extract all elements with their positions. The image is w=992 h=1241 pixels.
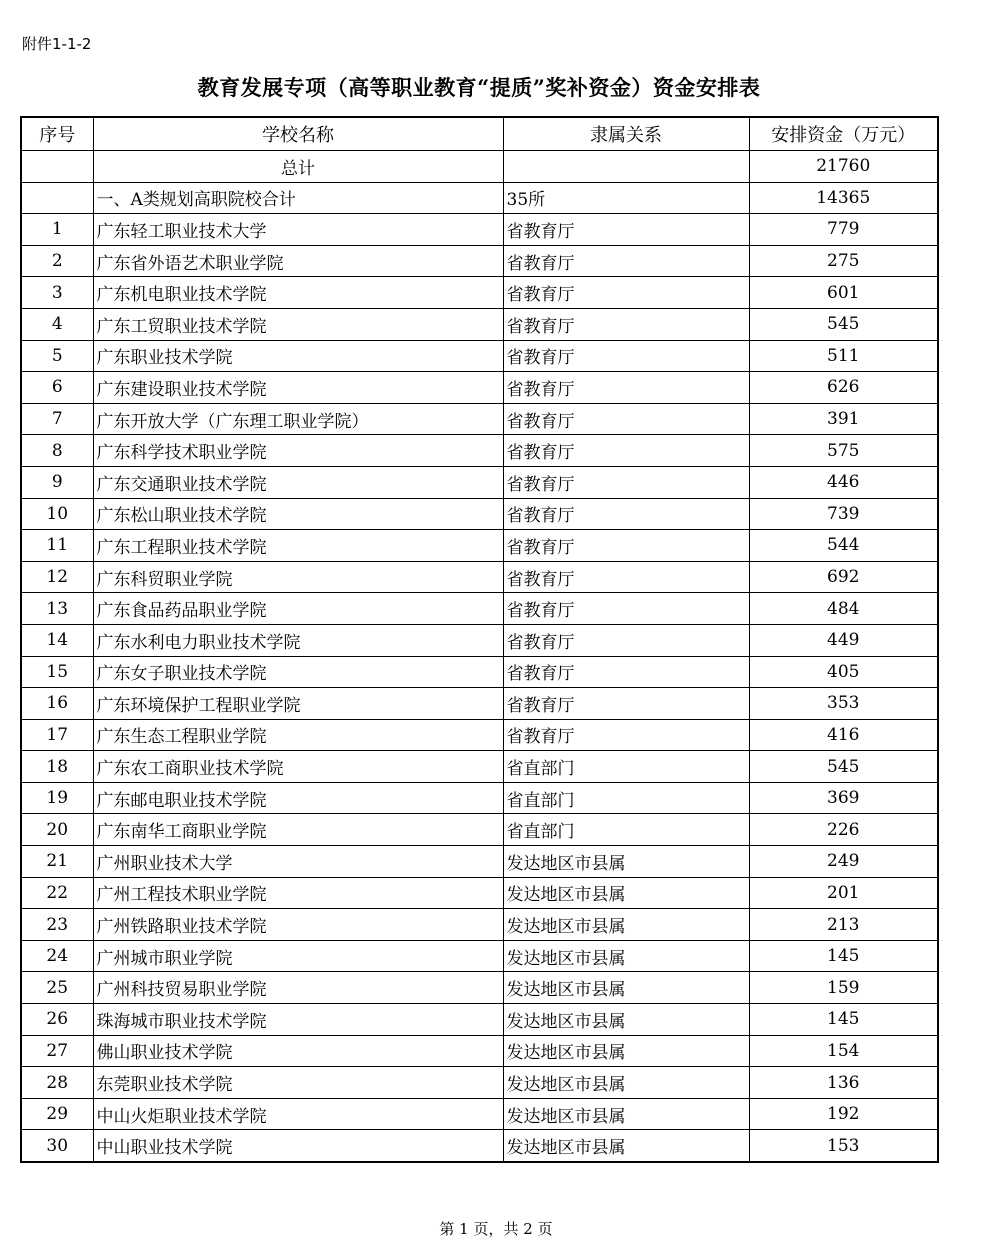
row-affiliation: 发达地区市县属 — [503, 909, 749, 941]
row-seq: 10 — [21, 498, 93, 530]
table-row — [21, 1130, 938, 1162]
row-amount: 369 — [749, 782, 938, 814]
row-school-name: 广东环境保护工程职业学院 — [93, 688, 503, 720]
row-school-name: 中山火炬职业技术学院 — [93, 1098, 503, 1130]
row-seq: 27 — [21, 1035, 93, 1067]
row-affiliation: 省直部门 — [503, 814, 749, 846]
row-seq: 16 — [21, 688, 93, 720]
row-amount: 779 — [749, 214, 938, 246]
row-amount: 226 — [749, 814, 938, 846]
row-affiliation: 发达地区市县属 — [503, 1067, 749, 1099]
table-row — [21, 245, 938, 277]
row-seq: 5 — [21, 340, 93, 372]
row-seq: 20 — [21, 814, 93, 846]
table-row — [21, 1035, 938, 1067]
row-amount: 201 — [749, 877, 938, 909]
row-affiliation: 省教育厅 — [503, 561, 749, 593]
row-seq: 8 — [21, 435, 93, 467]
row-affiliation: 省教育厅 — [503, 308, 749, 340]
row-amount: 739 — [749, 498, 938, 530]
row-affiliation: 省教育厅 — [503, 498, 749, 530]
row-amount: 153 — [749, 1130, 938, 1162]
row-amount: 601 — [749, 277, 938, 309]
row-amount: 544 — [749, 530, 938, 562]
row-seq: 4 — [21, 308, 93, 340]
row-seq: 29 — [21, 1098, 93, 1130]
table-row — [21, 466, 938, 498]
row-school-name: 广东科贸职业学院 — [93, 561, 503, 593]
row-affiliation: 发达地区市县属 — [503, 940, 749, 972]
total-amount: 21760 — [749, 151, 938, 183]
table-row — [21, 403, 938, 435]
row-affiliation: 省教育厅 — [503, 688, 749, 720]
table-row — [21, 940, 938, 972]
table-row — [21, 751, 938, 783]
header-seq: 序号 — [21, 117, 93, 151]
row-amount: 154 — [749, 1035, 938, 1067]
table-row — [21, 561, 938, 593]
row-seq: 23 — [21, 909, 93, 941]
header-row — [21, 117, 938, 151]
row-seq: 6 — [21, 372, 93, 404]
table-row — [21, 214, 938, 246]
table-row — [21, 972, 938, 1004]
row-school-name: 广东轻工职业技术大学 — [93, 214, 503, 246]
row-school-name: 广州工程技术职业学院 — [93, 877, 503, 909]
page-title: 教育发展专项（高等职业教育“提质”奖补资金）资金安排表 — [197, 75, 761, 100]
row-seq: 7 — [21, 403, 93, 435]
table-row — [21, 530, 938, 562]
row-school-name: 广东交通职业技术学院 — [93, 466, 503, 498]
row-seq: 26 — [21, 1004, 93, 1036]
row-seq: 15 — [21, 656, 93, 688]
row-affiliation: 发达地区市县属 — [503, 1035, 749, 1067]
page-footer: 第 1 页，共 2 页 — [439, 1220, 553, 1238]
table-row — [21, 656, 938, 688]
row-school-name: 广东松山职业技术学院 — [93, 498, 503, 530]
row-amount: 136 — [749, 1067, 938, 1099]
table-row — [21, 814, 938, 846]
row-seq: 3 — [21, 277, 93, 309]
row-affiliation: 省教育厅 — [503, 214, 749, 246]
row-amount: 545 — [749, 751, 938, 783]
row-school-name: 广东建设职业技术学院 — [93, 372, 503, 404]
row-school-name: 广东科学技术职业学院 — [93, 435, 503, 467]
row-school-name: 广东工程职业技术学院 — [93, 530, 503, 562]
row-school-name: 广州城市职业学院 — [93, 940, 503, 972]
row-school-name: 广东生态工程职业学院 — [93, 719, 503, 751]
row-affiliation: 发达地区市县属 — [503, 846, 749, 878]
row-school-name: 广东省外语艺术职业学院 — [93, 245, 503, 277]
row-school-name: 广东水利电力职业技术学院 — [93, 624, 503, 656]
row-school-name: 广东农工商职业技术学院 — [93, 751, 503, 783]
row-affiliation: 发达地区市县属 — [503, 1130, 749, 1162]
total-label: 总计 — [93, 151, 503, 183]
table-row — [21, 909, 938, 941]
table-row — [21, 624, 938, 656]
row-affiliation: 省教育厅 — [503, 372, 749, 404]
table-row — [21, 498, 938, 530]
subtotal-row — [21, 182, 938, 214]
table-row — [21, 593, 938, 625]
row-amount: 353 — [749, 688, 938, 720]
row-affiliation: 发达地区市县属 — [503, 877, 749, 909]
table-row — [21, 719, 938, 751]
row-affiliation: 省教育厅 — [503, 435, 749, 467]
row-seq: 1 — [21, 214, 93, 246]
row-seq: 17 — [21, 719, 93, 751]
table-row — [21, 688, 938, 720]
table-row — [21, 340, 938, 372]
row-affiliation: 省直部门 — [503, 782, 749, 814]
row-affiliation: 发达地区市县属 — [503, 972, 749, 1004]
table-row — [21, 277, 938, 309]
row-seq: 11 — [21, 530, 93, 562]
row-amount: 145 — [749, 1004, 938, 1036]
row-seq: 18 — [21, 751, 93, 783]
row-seq: 14 — [21, 624, 93, 656]
row-amount: 391 — [749, 403, 938, 435]
table-row — [21, 1004, 938, 1036]
row-affiliation: 发达地区市县属 — [503, 1098, 749, 1130]
row-school-name: 广东机电职业技术学院 — [93, 277, 503, 309]
row-seq: 25 — [21, 972, 93, 1004]
row-amount: 692 — [749, 561, 938, 593]
row-seq: 19 — [21, 782, 93, 814]
row-affiliation: 省教育厅 — [503, 593, 749, 625]
row-school-name: 广东南华工商职业学院 — [93, 814, 503, 846]
row-amount: 192 — [749, 1098, 938, 1130]
row-amount: 145 — [749, 940, 938, 972]
row-amount: 159 — [749, 972, 938, 1004]
row-seq: 2 — [21, 245, 93, 277]
row-school-name: 广州职业技术大学 — [93, 846, 503, 878]
row-affiliation: 省教育厅 — [503, 719, 749, 751]
header-funds: 安排资金（万元） — [749, 117, 938, 151]
table-row — [21, 372, 938, 404]
row-affiliation: 省直部门 — [503, 751, 749, 783]
table-row — [21, 435, 938, 467]
row-affiliation: 省教育厅 — [503, 466, 749, 498]
row-seq: 28 — [21, 1067, 93, 1099]
row-amount: 484 — [749, 593, 938, 625]
header-school: 学校名称 — [93, 117, 503, 151]
row-affiliation: 发达地区市县属 — [503, 1004, 749, 1036]
row-school-name: 珠海城市职业技术学院 — [93, 1004, 503, 1036]
row-school-name: 佛山职业技术学院 — [93, 1035, 503, 1067]
table-row — [21, 877, 938, 909]
row-amount: 416 — [749, 719, 938, 751]
row-seq: 13 — [21, 593, 93, 625]
row-school-name: 广东食品药品职业学院 — [93, 593, 503, 625]
row-affiliation: 省教育厅 — [503, 340, 749, 372]
row-school-name: 广州铁路职业技术学院 — [93, 909, 503, 941]
row-affiliation: 省教育厅 — [503, 403, 749, 435]
row-school-name: 广州科技贸易职业学院 — [93, 972, 503, 1004]
total-row — [21, 151, 938, 183]
row-amount: 446 — [749, 466, 938, 498]
row-school-name: 广东开放大学（广东理工职业学院） — [93, 403, 503, 435]
row-affiliation: 省教育厅 — [503, 624, 749, 656]
row-affiliation: 省教育厅 — [503, 530, 749, 562]
table-row — [21, 1067, 938, 1099]
row-seq: 24 — [21, 940, 93, 972]
row-amount: 575 — [749, 435, 938, 467]
row-amount: 449 — [749, 624, 938, 656]
subtotal-amount: 14365 — [749, 182, 938, 214]
row-seq: 21 — [21, 846, 93, 878]
row-seq: 30 — [21, 1130, 93, 1162]
row-school-name: 中山职业技术学院 — [93, 1130, 503, 1162]
row-school-name: 广东工贸职业技术学院 — [93, 308, 503, 340]
row-seq: 22 — [21, 877, 93, 909]
row-seq: 9 — [21, 466, 93, 498]
row-amount: 511 — [749, 340, 938, 372]
row-school-name: 广东女子职业技术学院 — [93, 656, 503, 688]
attachment-label: 附件1-1-2 — [22, 35, 92, 53]
row-amount: 405 — [749, 656, 938, 688]
table-row — [21, 308, 938, 340]
row-affiliation: 省教育厅 — [503, 656, 749, 688]
row-amount: 626 — [749, 372, 938, 404]
row-amount: 249 — [749, 846, 938, 878]
funding-table — [20, 116, 939, 1163]
subtotal-affiliation: 35所 — [503, 182, 749, 214]
table-row — [21, 782, 938, 814]
subtotal-label: 一、A类规划高职院校合计 — [93, 182, 503, 214]
table-row — [21, 846, 938, 878]
header-affiliation: 隶属关系 — [503, 117, 749, 151]
row-amount: 213 — [749, 909, 938, 941]
row-amount: 275 — [749, 245, 938, 277]
row-amount: 545 — [749, 308, 938, 340]
row-school-name: 广东职业技术学院 — [93, 340, 503, 372]
row-affiliation: 省教育厅 — [503, 277, 749, 309]
row-affiliation: 省教育厅 — [503, 245, 749, 277]
row-seq: 12 — [21, 561, 93, 593]
row-school-name: 东莞职业技术学院 — [93, 1067, 503, 1099]
table-row — [21, 1098, 938, 1130]
row-school-name: 广东邮电职业技术学院 — [93, 782, 503, 814]
